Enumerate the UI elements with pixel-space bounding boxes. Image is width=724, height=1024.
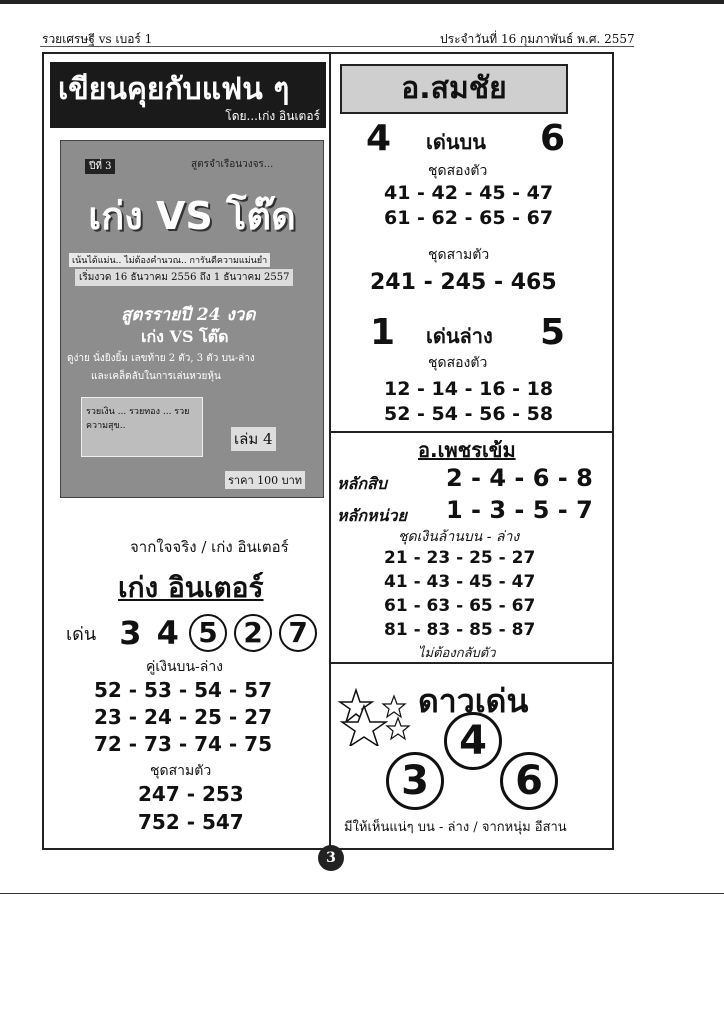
units-value: 1 - 3 - 5 - 7 [446,496,593,524]
bottom-label: เด่นล่าง [426,324,493,348]
column-banner [50,62,326,128]
tens-value: 2 - 4 - 6 - 8 [446,464,593,492]
bottom-right-number: 5 [540,312,566,353]
cover-top-text: สูตรจำเรือนวงจร... [191,159,274,170]
cover-title: เก่ง VS โต๊ด [88,194,296,238]
star-circle-left: 3 [386,752,444,810]
pair-label: คู่เงินบน-ล่าง [146,659,224,675]
cover-line-2: และเคล็ดลับในการเล่นหวยหุ้น [91,371,221,382]
featured-circled-digit: 7 [279,614,317,652]
featured-circled-digit: 5 [189,614,227,652]
featured-digit: 3 [119,614,142,652]
cover-period: เริ่มงวด 16 ธันวาคม 2556 ถึง 1 ธันวาคม 2557 [75,269,293,286]
units-label: หลักหน่วย [337,506,407,525]
star-circle-right: 6 [500,752,558,810]
somchai-pair-label: ชุดสองตัว [428,163,488,179]
somchai-pair-row: 41 - 42 - 45 - 47 [384,182,554,204]
star-section-title: ดาวเด่น [418,682,529,720]
star-circle-top: 4 [444,712,502,770]
star-cluster-icon [334,682,418,746]
cover-line-1: ดูง่าย นั่งยิงยิ้ม เลขท้าย 2 ตัว, 3 ตัว บน-ล่าง [67,353,255,364]
somchai-triple-row: 241 - 245 - 465 [370,270,557,295]
somchai-pair2-row: 52 - 54 - 56 - 58 [384,403,554,425]
top-left-number: 4 [366,118,392,159]
cover-volume: เล่ม 4 [231,427,276,451]
header-date: ประจำวันที่ 16 กุมภาพันธ์ พ.ศ. 2557 [440,32,635,46]
top-label: เด่นบน [426,130,486,154]
pair-row: 23 - 24 - 25 - 27 [94,705,273,729]
featured-circled-digit: 2 [234,614,272,652]
star-footer: มีให้เห็นแน่ๆ บน - ล่าง / จากหนุ่ม อีสาน [344,820,567,835]
section-divider-1 [331,431,613,433]
top-right-number: 6 [540,118,566,159]
top-border-line [0,0,724,4]
pair-row: 52 - 53 - 54 - 57 [94,678,273,702]
cover-formula: สูตรรายปี 24 งวด [121,305,256,325]
pair-row: 72 - 73 - 74 - 75 [94,732,273,756]
banner-title: เขียนคุยกับแฟน ๆ [58,72,290,107]
tens-label: หลักสิบ [337,474,387,493]
cover-price: ราคา 100 บาท [225,471,305,489]
column-caption: จากใจจริง / เก่ง อินเตอร์ [130,538,289,556]
cover-year-badge: ปีที่ 3 [85,159,115,174]
money-label: ชุดเงินล้านบน - ล่าง [398,529,520,545]
cover-tags: รวยเงิน ... รวยทอง ... รวยความสุข.. [86,407,190,431]
money-row: 81 - 83 - 85 - 87 [384,620,536,640]
petchkem-footer: ไม่ต้องกลับตัว [418,646,496,661]
featured-numbers [66,614,318,654]
triple-label: ชุดสามตัว [150,763,212,779]
somchai-title: อ.สมชัย [340,64,568,114]
petchkem-title: อ.เพชรเข้ม [418,438,516,462]
somchai-pair2-row: 12 - 14 - 16 - 18 [384,378,554,400]
featured-digit: 4 [156,614,179,652]
cover-tagline: เน้นได้แม่น.. ไม่ต้องคำนวณ.. การันตีความแม่นยำ [69,253,270,267]
triple-row: 247 - 253 [138,782,244,806]
cover-tag-box [81,397,203,457]
bottom-border-line [0,893,724,894]
triple-row: 752 - 547 [138,810,244,834]
book-cover-image [60,140,324,498]
featured-label: เด่น [66,623,97,645]
header-rule [40,46,634,47]
name-heading: เก่ง อินเตอร์ [118,571,264,604]
bottom-left-number: 1 [370,312,396,353]
money-row: 61 - 63 - 65 - 67 [384,596,536,616]
cover-formula-title: เก่ง VS โต๊ด [141,327,229,346]
page-number: 3 [318,845,344,871]
money-row: 21 - 23 - 25 - 27 [384,548,536,568]
somchai-pair2-label: ชุดสองตัว [428,355,488,371]
column-divider [329,54,331,846]
header-publication: รวยเศรษฐี vs เบอร์ 1 [42,32,153,46]
money-row: 41 - 43 - 45 - 47 [384,572,536,592]
banner-byline: โดย...เก่ง อินเตอร์ [225,109,320,123]
somchai-triple-label: ชุดสามตัว [428,247,490,263]
somchai-pair-row: 61 - 62 - 65 - 67 [384,207,554,229]
